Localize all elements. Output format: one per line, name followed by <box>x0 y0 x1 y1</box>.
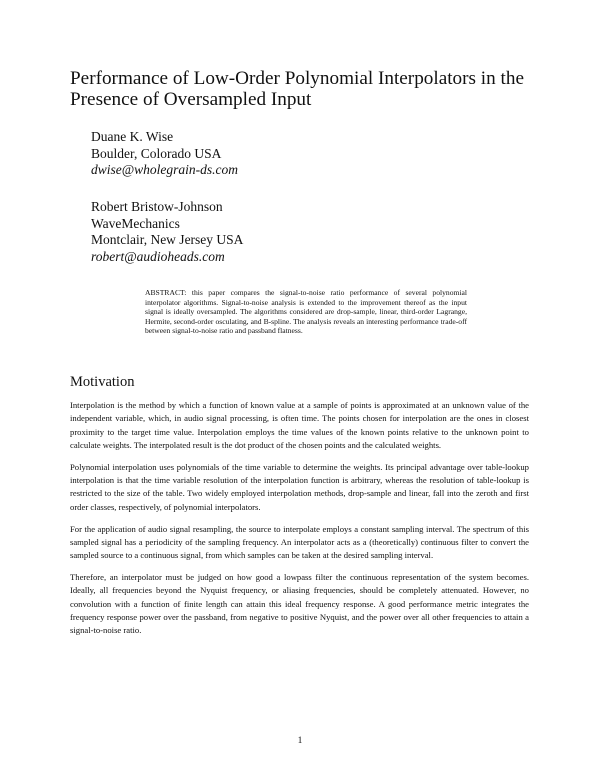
author-email: robert@audioheads.com <box>91 248 225 264</box>
body-paragraph: Polynomial interpolation uses polynomials of the time variable to determine the weights. Its principal advantage over table-lookup interpolation is that the time variable resolution of the interpolation function is arbitrary, whereas the resolution of table-lookup is restricted to the size of the table. Two widely employed interpolation methods, drop-sample and linear, fall into the zeroth and first order classes, respectively, of polynomial interpolators. <box>70 461 529 512</box>
author-block-1 <box>91 129 238 179</box>
body-paragraph: Interpolation is the method by which a function of known value at a sample of points is approximated at an unknown value of the independent variable, which, in audio signal processing, is often time. The points chosen for interpolation are the ones in closest proximity to the target time value. Interpolation employs the time values of the known points relative to the unknown point to calculate weights. The interpolated result is the dot product of the chosen points and the calculated weights. <box>70 400 529 450</box>
page-number: 1 <box>297 736 303 746</box>
author-email: dwise@wholegrain-ds.com <box>91 162 239 177</box>
author-name: Robert Bristow-Johnson <box>91 199 223 214</box>
author-location: Montclair, New Jersey USA <box>91 232 244 247</box>
section-body <box>70 399 529 646</box>
author-location: Boulder, Colorado USA <box>91 145 222 161</box>
author-affiliation: WaveMechanics <box>91 215 180 231</box>
abstract: ABSTRACT: this paper compares the signal-to-noise ratio performance of several polynomial interpolator algorithms. Signal-to-noise analysis is extended to the improvement thereof as the input signal is ideally oversampled. The algorithms considered are drop-sample, linear, third-order Lagrange, Hermite, second-order osculating, and B-spline. The analysis reveals an interesting performance trade-off between signal-to-noise ratio and passband flatness. <box>145 288 467 336</box>
author-name: Duane K. Wise <box>91 129 174 144</box>
body-paragraph: Therefore, an interpolator must be judged on how good a lowpass filter the continuous representation of the system becomes. Ideally, all frequencies beyond the Nyquist frequency, or aliasing frequencies, should be completely attenuated. However, no convolution with a function of finite length can attain this ideal frequency response. A good performance metric integrates the frequency response power over the passband, from negative to positive Nyquist, and the power over all other frequencies to attain a signal-to-noise ratio. <box>70 572 529 636</box>
paper-title: Performance of Low-Order Polynomial Interpolators in the Presence of Oversampled Input <box>70 68 524 110</box>
body-paragraph: For the application of audio signal resampling, the source to interpolate employs a constant sampling interval. The spectrum of this sampled signal has a periodicity of the sampling frequency. An interpolator acts as a (theoretically) continuous filter to convert the sampled source to a continuous signal, from which samples can be taken at the desired sampling interval. <box>70 523 529 561</box>
section-heading-motivation: Motivation <box>70 374 135 390</box>
author-block-2 <box>91 199 243 265</box>
